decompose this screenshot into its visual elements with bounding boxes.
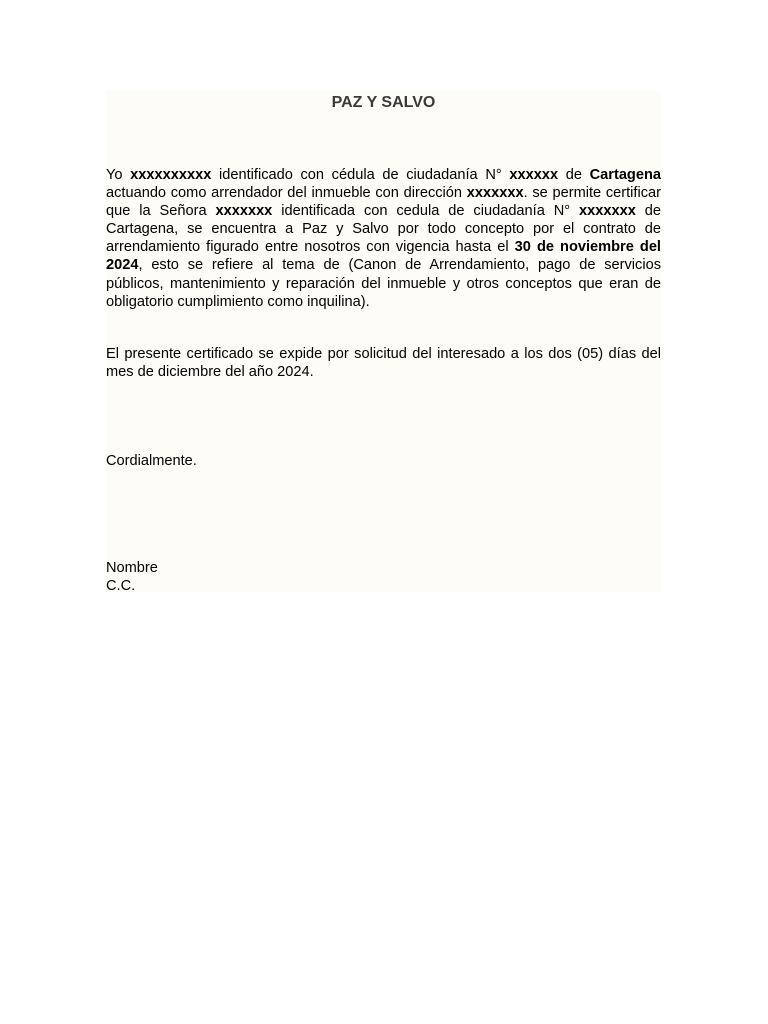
text-segment: , esto se refiere al tema de (Canon de Arrendamiento, pago de servicios públicos, mantenimiento y reparación del inmueble y otros conceptos que eran de obligatorio cumplimiento como inquilina). (106, 257, 661, 310)
signature-block (106, 559, 661, 595)
property-address: xxxxxxx (466, 185, 524, 202)
text-segment: . se permite certificar que la Señora (106, 185, 661, 220)
document-page (106, 90, 661, 595)
signature-id: C.C. (106, 578, 136, 595)
certification-paragraph (106, 166, 661, 311)
text-segment: actuando como arrendador del inmueble con dirección (106, 185, 467, 202)
contract-end-date: 30 de noviembre del 2024 (106, 239, 661, 274)
tenant-id-number: xxxxxxx (579, 203, 636, 220)
tenant-name: xxxxxxx (215, 203, 273, 220)
text-segment: identificado con cédula de ciudadanía N° (211, 167, 510, 183)
text-segment: identificada con cedula de ciudadanía N° (272, 203, 580, 220)
document-title: PAZ Y SALVO (331, 94, 436, 111)
landlord-id-number: xxxxxx (509, 167, 559, 183)
signature-name: Nombre (106, 560, 158, 576)
text-segment: de (558, 167, 590, 183)
issue-date-paragraph: El presente certificado se expide por solicitud del interesado a los dos (05) días del mes de diciembre del año 2024. (106, 346, 661, 381)
closing-text: Cordialmente. (106, 453, 197, 469)
landlord-name: xxxxxxxxxx (130, 167, 212, 183)
id-issue-city: Cartagena (589, 167, 661, 183)
text-segment: de Cartagena, se encuentra a Paz y Salvo por todo concepto por el contrato de arrendamiento figurado entre nosotros con vigencia hasta el (106, 203, 661, 256)
text-segment: Yo (106, 167, 131, 183)
